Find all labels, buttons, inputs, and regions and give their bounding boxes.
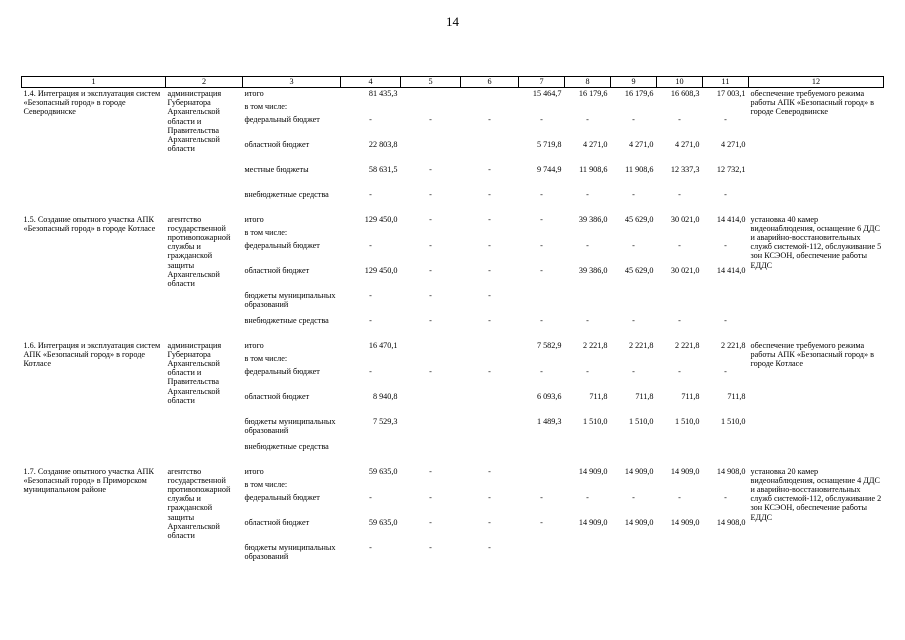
amount-cell: 4 271,0 [628,139,654,149]
amount-cell: - [678,114,681,124]
amount-cell: - [678,240,681,250]
amount-cell: - [488,366,491,376]
amount-cell: 8 940,8 [372,391,398,401]
funding-source: местные бюджеты [244,164,309,174]
funding-source: федеральный бюджет [244,366,320,376]
amount-cell [703,479,749,492]
amount-cell: - [488,164,491,174]
section-title: 1.4. Интеграция и эксплуатация систем «Безопасный город» в городе Северодвинске [23,89,161,117]
amount-cell: - [632,240,635,250]
amount-cell: - [369,542,372,552]
amount-cell [657,542,703,567]
amount-cell: - [540,366,543,376]
section-result: обеспечение требуемого режима работы АПК «Безопасный город» в городе Котласе [750,340,874,368]
amount-cell: - [429,214,432,224]
amount-cell [401,227,461,240]
amount-cell: 1 510,0 [720,416,746,426]
amount-cell [341,101,401,114]
amount-cell: - [724,492,727,502]
header-cell: 12 [749,77,884,88]
funding-source: бюджеты муниципальных образований [244,290,336,309]
amount-cell: - [540,189,543,199]
amount-cell: 1 510,0 [628,416,654,426]
amount-cell: 5 719,8 [536,139,562,149]
header-cell: 5 [401,77,461,88]
amount-cell: 14 414,0 [716,265,746,275]
amount-cell [703,542,749,567]
amount-cell [519,353,565,366]
amount-cell: - [488,517,491,527]
amount-cell [461,391,519,416]
amount-cell: 7 582,9 [536,340,562,350]
amount-cell [703,227,749,240]
amount-cell: - [488,189,491,199]
amount-cell [703,290,749,315]
amount-cell: - [369,114,372,124]
amount-cell: 12 337,3 [670,164,700,174]
table-row [22,340,884,353]
section-title: 1.7. Создание опытного участка АПК «Безопасный город» в Приморском муниципальном районе [23,466,154,494]
header-cell: 4 [341,77,401,88]
amount-cell [401,340,461,353]
amount-cell: - [429,164,432,174]
amount-cell [565,353,611,366]
funding-source: областной бюджет [244,391,310,401]
amount-cell: - [678,366,681,376]
amount-cell [341,441,401,466]
amount-cell [565,227,611,240]
header-cell: 10 [657,77,703,88]
amount-cell: - [369,240,372,250]
amount-cell [611,441,657,466]
amount-cell [461,139,519,164]
amount-cell: 58 631,5 [368,164,398,174]
amount-cell [341,479,401,492]
amount-cell: 1 489,3 [536,416,562,426]
amount-cell [461,416,519,441]
amount-cell: 12 732,1 [716,164,746,174]
amount-cell: 15 464,7 [532,89,562,98]
amount-cell: - [369,290,372,300]
funding-source: в том числе: [244,101,288,111]
amount-cell: 4 271,0 [720,139,746,149]
amount-cell: - [678,315,681,325]
funding-source: областной бюджет [244,139,310,149]
funding-source: внебюджетные средства [244,315,329,325]
amount-cell [565,479,611,492]
amount-cell: - [369,366,372,376]
amount-cell [657,353,703,366]
amount-cell [341,353,401,366]
amount-cell: - [540,114,543,124]
amount-cell [611,290,657,315]
table-row [22,214,884,227]
table-body [22,77,884,567]
amount-cell: - [586,366,589,376]
amount-cell: 17 003,1 [716,89,746,98]
funding-source: в том числе: [244,353,288,363]
amount-cell [565,101,611,114]
amount-cell: - [429,240,432,250]
budget-table [21,76,884,567]
amount-cell: - [488,214,491,224]
amount-cell: 81 435,3 [368,89,398,98]
amount-cell: - [724,114,727,124]
amount-cell: - [586,315,589,325]
header-row [22,77,884,88]
header-cell: 1 [22,77,166,88]
amount-cell [611,101,657,114]
amount-cell: 59 635,0 [368,466,398,476]
amount-cell: 14 908,0 [716,517,746,527]
amount-cell [611,227,657,240]
amount-cell: - [429,290,432,300]
amount-cell: 1 510,0 [582,416,608,426]
section-title: 1.6. Интеграция и эксплуатация систем АПК «Безопасный город» в городе Котласе [23,340,161,368]
funding-source: федеральный бюджет [244,240,320,250]
amount-cell: - [429,542,432,552]
amount-cell: - [488,492,491,502]
amount-cell [461,441,519,466]
amount-cell: 9 744,9 [536,164,562,174]
amount-cell [401,353,461,366]
amount-cell: - [429,189,432,199]
funding-source: областной бюджет [244,265,310,275]
amount-cell [565,290,611,315]
amount-cell [703,441,749,466]
amount-cell: 711,8 [681,391,700,401]
amount-cell [401,416,461,441]
amount-cell: 14 908,0 [716,466,746,476]
amount-cell [565,441,611,466]
amount-cell: 14 909,0 [670,517,700,527]
funding-source: областной бюджет [244,517,310,527]
amount-cell: - [540,240,543,250]
section-result: установка 20 камер видеонаблюдения, оснащение 4 ДДС и аварийно-восстановительных служб системой-112, обслуживание 2 зон КСЭОН, обеспечение работы ЕДДС [750,466,882,522]
section-executor: агентство государственной противопожарной службы и гражданской защиты Архангельской области [167,466,231,540]
amount-cell [401,479,461,492]
amount-cell: 14 414,0 [716,214,746,224]
amount-cell: - [488,466,491,476]
amount-cell: - [429,315,432,325]
amount-cell: 14 909,0 [578,517,608,527]
amount-cell: 16 470,1 [368,340,398,350]
header-cell: 7 [519,77,565,88]
amount-cell: 22 803,8 [368,139,398,149]
amount-cell [401,101,461,114]
amount-cell: - [586,114,589,124]
amount-cell: - [632,366,635,376]
header-cell: 9 [611,77,657,88]
amount-cell [461,101,519,114]
amount-cell: - [540,265,543,275]
amount-cell: - [488,315,491,325]
funding-source: итого [244,340,264,350]
amount-cell [461,227,519,240]
amount-cell: 2 221,8 [628,340,654,350]
header-cell: 8 [565,77,611,88]
amount-cell: 711,8 [589,391,608,401]
section-title: 1.5. Создание опытного участка АПК «Безопасный город» в городе Котласе [23,214,156,233]
amount-cell: - [632,114,635,124]
amount-cell [611,542,657,567]
header-cell: 11 [703,77,749,88]
amount-cell [401,441,461,466]
funding-source: бюджеты муниципальных образований [244,542,336,561]
amount-cell: - [429,466,432,476]
amount-cell: 7 529,3 [372,416,398,426]
amount-cell: - [429,114,432,124]
amount-cell: 30 021,0 [670,214,700,224]
amount-cell: 59 635,0 [368,517,398,527]
amount-cell [611,479,657,492]
amount-cell [657,479,703,492]
amount-cell [461,479,519,492]
amount-cell [565,542,611,567]
funding-source: федеральный бюджет [244,492,320,502]
amount-cell: 11 908,6 [625,164,654,174]
amount-cell: - [724,189,727,199]
amount-cell: - [724,315,727,325]
amount-cell [611,353,657,366]
amount-cell: - [488,290,491,300]
amount-cell [341,227,401,240]
amount-cell: 16 608,3 [670,89,700,98]
amount-cell: - [632,492,635,502]
amount-cell: 2 221,8 [674,340,700,350]
amount-cell: 14 909,0 [624,517,654,527]
amount-cell: - [586,189,589,199]
amount-cell [657,227,703,240]
amount-cell: - [429,517,432,527]
amount-cell: - [488,240,491,250]
header-cell: 6 [461,77,519,88]
amount-cell [703,353,749,366]
amount-cell [657,290,703,315]
amount-cell: - [586,492,589,502]
amount-cell: 711,8 [727,391,746,401]
amount-cell: 45 629,0 [624,214,654,224]
amount-cell: - [540,492,543,502]
header-cell: 3 [243,77,341,88]
page-number: 14 [446,14,459,29]
amount-cell: - [586,240,589,250]
amount-cell: 14 909,0 [578,466,608,476]
section-executor: администрация Губернатора Архангельской области и Правительства Архангельской области [167,340,222,405]
amount-cell: 39 386,0 [578,214,608,224]
amount-cell: 45 629,0 [624,265,654,275]
amount-cell: - [540,214,543,224]
table-row [22,88,884,101]
amount-cell: 4 271,0 [674,139,700,149]
amount-cell: 39 386,0 [578,265,608,275]
amount-cell: - [488,542,491,552]
amount-cell: - [724,240,727,250]
amount-cell [519,542,565,567]
amount-cell [657,101,703,114]
amount-cell: 4 271,0 [582,139,608,149]
amount-cell [461,340,519,353]
amount-cell: - [369,315,372,325]
amount-cell: - [540,517,543,527]
funding-source: итого [244,214,264,224]
amount-cell: - [678,492,681,502]
amount-cell [519,227,565,240]
amount-cell [461,353,519,366]
amount-cell: 1 510,0 [674,416,700,426]
funding-source: внебюджетные средства [244,441,329,451]
amount-cell [401,391,461,416]
amount-cell [519,479,565,492]
amount-cell: - [724,366,727,376]
funding-source: федеральный бюджет [244,114,320,124]
header-cell: 2 [166,77,243,88]
funding-source: итого [244,466,264,476]
funding-source: бюджеты муниципальных образований [244,416,336,435]
amount-cell: - [632,315,635,325]
amount-cell: - [632,189,635,199]
amount-cell: - [369,189,372,199]
amount-cell: 6 093,6 [536,391,562,401]
funding-source: в том числе: [244,227,288,237]
amount-cell [657,441,703,466]
section-executor: агентство государственной противопожарной службы и гражданской защиты Архангельской области [167,214,231,288]
amount-cell: - [678,189,681,199]
amount-cell: - [429,265,432,275]
amount-cell: - [429,366,432,376]
amount-cell: - [540,315,543,325]
amount-cell: - [369,492,372,502]
amount-cell: 30 021,0 [670,265,700,275]
funding-source: внебюджетные средства [244,189,329,199]
section-executor: администрация Губернатора Архангельской области и Правительства Архангельской области [167,89,222,154]
amount-cell: 14 909,0 [670,466,700,476]
amount-cell: 16 179,6 [624,89,654,98]
amount-cell: 129 450,0 [364,265,398,275]
amount-cell [703,101,749,114]
amount-cell: - [429,492,432,502]
section-result: обеспечение требуемого режима работы АПК «Безопасный город» в городе Северодвинске [750,89,874,117]
amount-cell [519,441,565,466]
amount-cell: 711,8 [635,391,654,401]
amount-cell: 2 221,8 [720,340,746,350]
amount-cell [401,139,461,164]
amount-cell: 2 221,8 [582,340,608,350]
table-row [22,466,884,479]
amount-cell [461,88,519,101]
amount-cell: - [488,265,491,275]
funding-source: в том числе: [244,479,288,489]
section-result: установка 40 камер видеонаблюдения, оснащение 6 ДДС и аварийно-восстановительных служб системой-112, обслуживание 5 зон КСЭОН, обеспечение работы ЕДДС [750,214,882,270]
amount-cell: 11 908,6 [579,164,608,174]
amount-cell: 129 450,0 [364,214,398,224]
amount-cell [401,88,461,101]
amount-cell [519,101,565,114]
funding-source: итого [244,89,264,98]
amount-cell: - [488,114,491,124]
amount-cell [519,466,565,479]
amount-cell: 16 179,6 [578,89,608,98]
amount-cell [519,290,565,315]
amount-cell: 14 909,0 [624,466,654,476]
